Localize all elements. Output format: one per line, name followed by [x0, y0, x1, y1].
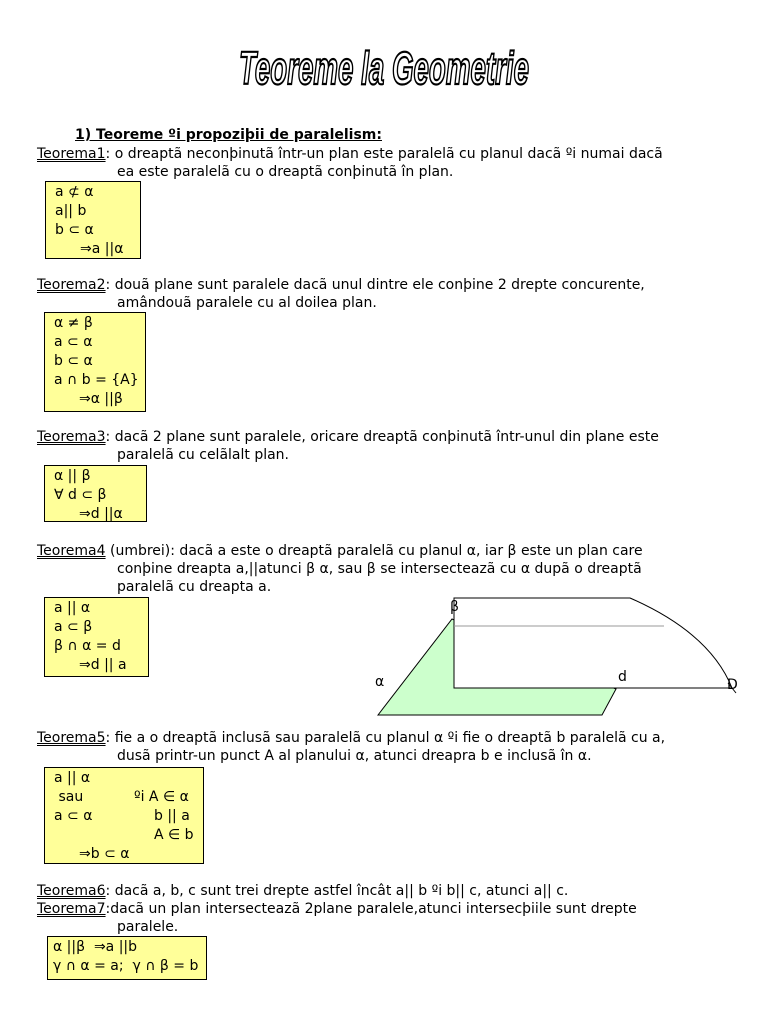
theorem-text-cont: paralelã cu celãlalt plan.: [117, 447, 289, 463]
label-corner: D: [727, 677, 738, 693]
theorem-text-cont: paralelã cu dreapta a.: [117, 579, 272, 595]
box-line: a || α: [54, 600, 91, 616]
box-line: a ⊂ α b || a: [54, 808, 190, 824]
label-beta: β: [450, 599, 459, 615]
theorem-2-box: [44, 312, 146, 412]
theorem-6: [37, 882, 732, 900]
label-d: d: [618, 669, 627, 685]
theorem-4-box: [44, 597, 149, 677]
box-line: α || β: [54, 468, 91, 484]
theorem-text: : dacã 2 plane sunt paralele, oricare dreaptã conþinutã într-unul din plane este: [105, 429, 659, 445]
theorem-text: : douã plane sunt paralele dacã unul dintre ele conþine 2 drepte concurente,: [105, 277, 645, 293]
box-conclusion: ⇒α ||β: [79, 391, 123, 407]
box-conclusion: ⇒d ||α: [79, 506, 123, 522]
title-text: Teoreme la Geometrie: [239, 42, 529, 94]
box-line: a|| b: [55, 203, 87, 219]
theorem-text: : fie a o dreaptã inclusã sau paralelã cu planul α ºi fie o dreaptã b paralelã cu a,: [105, 730, 666, 746]
section-heading: 1) Teoreme ºi propoziþii de paralelism:: [75, 127, 382, 143]
theorem-2: [37, 276, 732, 312]
box-line: α ≠ β: [54, 315, 93, 331]
box-line: a || α: [54, 770, 91, 786]
planes-diagram: [370, 593, 745, 723]
box-line: a ⊂ β: [54, 619, 93, 635]
theorem-5-box: [44, 767, 204, 864]
theorem-5: [37, 729, 732, 765]
label-alpha: α: [375, 674, 385, 690]
box-line: β ∩ α = d: [54, 638, 121, 654]
theorem-text-cont: conþine dreapta a,||atunci β α, sau β se intersecteazã cu α dupã o dreaptã: [117, 561, 642, 577]
theorem-1: [37, 145, 732, 181]
theorem-label: Teorema5: [37, 730, 106, 746]
box-line: b ⊂ α: [55, 222, 94, 238]
theorem-text: (umbrei): dacã a este o dreaptã paralelã cu planul α, iar β este un plan care: [105, 543, 643, 559]
box-line: sau ºi A ∈ α: [54, 789, 189, 805]
box-line: b ⊂ α: [54, 353, 93, 369]
theorem-3-box: [44, 465, 147, 522]
box-line: α ||β ⇒a ||b: [53, 939, 138, 955]
box-line: a ⊄ α: [55, 184, 94, 200]
plane-beta: [454, 598, 732, 688]
theorem-text: : o dreaptã neconþinutã într-un plan este paralelã cu planul dacã ºi numai dacã: [105, 146, 663, 162]
box-conclusion: ⇒d || a: [79, 657, 127, 673]
theorem-text: : dacã a, b, c sunt trei drepte astfel încât a|| b ºi b|| c, atunci a|| c.: [105, 883, 569, 899]
box-line: a ⊂ α: [54, 334, 93, 350]
theorem-text-cont: ea este paralelã cu o dreaptã conþinutã în plan.: [117, 164, 454, 180]
box-line: ∀ d ⊂ β: [54, 487, 107, 503]
theorem-text-cont: dusã printr-un punct A al planului α, atunci dreapra b e inclusã în α.: [117, 748, 592, 764]
theorem-text-cont: paralele.: [117, 919, 179, 935]
theorem-label: Teorema4: [37, 543, 106, 559]
box-conclusion: ⇒b ⊂ α: [79, 846, 130, 862]
theorem-label: Teorema6: [37, 883, 106, 899]
theorem-label: Teorema3: [37, 429, 106, 445]
theorem-4: [37, 542, 732, 596]
box-line: γ ∩ α = a; γ ∩ β = b: [53, 958, 199, 974]
theorem-label: Teorema7: [37, 901, 106, 917]
page-title: [0, 28, 768, 98]
theorem-7-box: [47, 936, 207, 980]
theorem-1-box: [45, 181, 141, 259]
theorem-label: Teorema2: [37, 277, 106, 293]
theorem-text: :dacã un plan intersecteazã 2plane paralele,atunci intersecþiile sunt drepte: [105, 901, 637, 917]
theorem-label: Teorema1: [37, 146, 106, 162]
box-line: a ∩ b = {A}: [54, 372, 139, 388]
theorem-text-cont: amândouã paralele cu al doilea plan.: [117, 295, 377, 311]
box-line: A ∈ b: [154, 827, 194, 843]
theorem-7: [37, 900, 732, 936]
box-conclusion: ⇒a ||α: [80, 241, 124, 257]
theorem-3: [37, 428, 732, 464]
